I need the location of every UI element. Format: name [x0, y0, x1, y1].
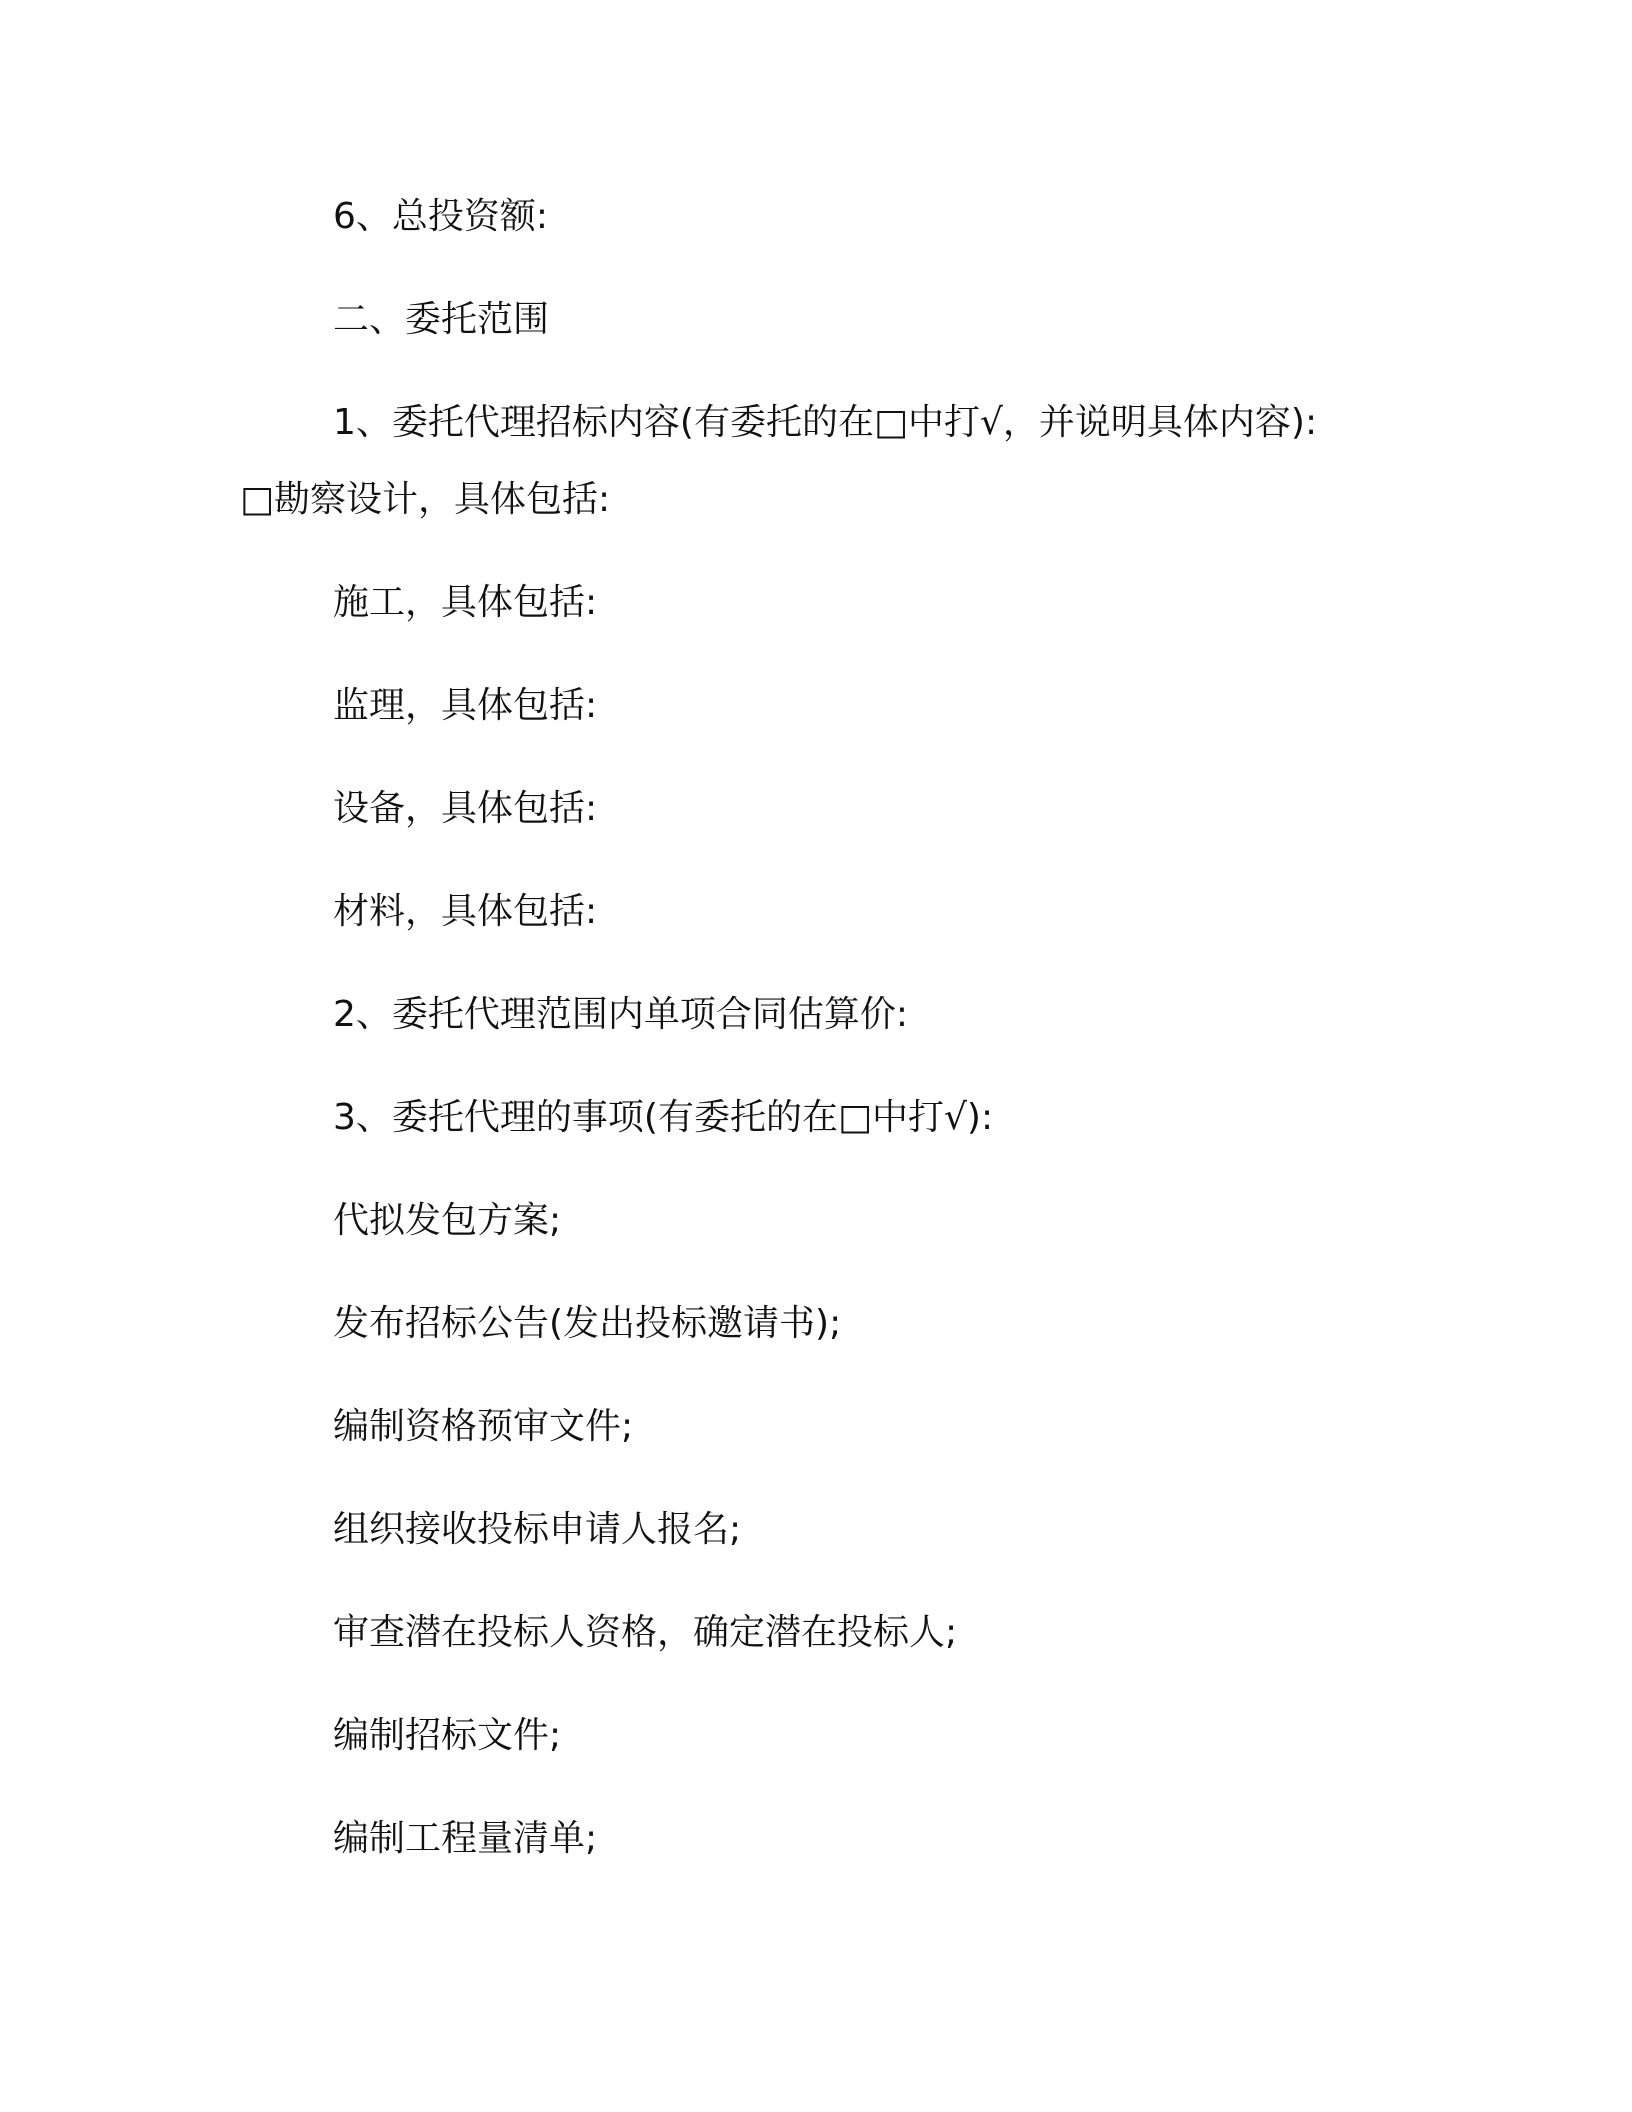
- item-quantity-list: 编制工程量清单;: [333, 1818, 598, 1859]
- item-applicant-registration: 组织接收投标申请人报名;: [333, 1509, 742, 1550]
- item-publish-notice: 发布招标公告(发出投标邀请书);: [333, 1303, 842, 1344]
- item-bidding-docs: 编制招标文件;: [333, 1715, 562, 1756]
- item-review-qualification: 审查潜在投标人资格，确定潜在投标人;: [333, 1612, 958, 1653]
- item-delegated-matters: 3、委托代理的事项(有委托的在□中打√):: [333, 1097, 994, 1138]
- section-heading-scope: 二、委托范围: [333, 299, 550, 340]
- item-materials: 材料，具体包括:: [333, 891, 598, 932]
- item-construction: 施工，具体包括:: [333, 582, 598, 623]
- item-supervision: 监理，具体包括:: [333, 685, 598, 726]
- item-draft-plan: 代拟发包方案;: [333, 1200, 562, 1241]
- item-total-investment: 6、总投资额:: [333, 196, 549, 237]
- item-bidding-content: 1、委托代理招标内容(有委托的在□中打√，并说明具体内容):: [333, 402, 1318, 443]
- item-contract-estimate: 2、委托代理范围内单项合同估算价:: [333, 994, 909, 1035]
- item-prequalification-docs: 编制资格预审文件;: [333, 1406, 634, 1447]
- item-equipment: 设备，具体包括:: [333, 788, 598, 829]
- item-survey-design: □勘察设计，具体包括:: [240, 479, 611, 520]
